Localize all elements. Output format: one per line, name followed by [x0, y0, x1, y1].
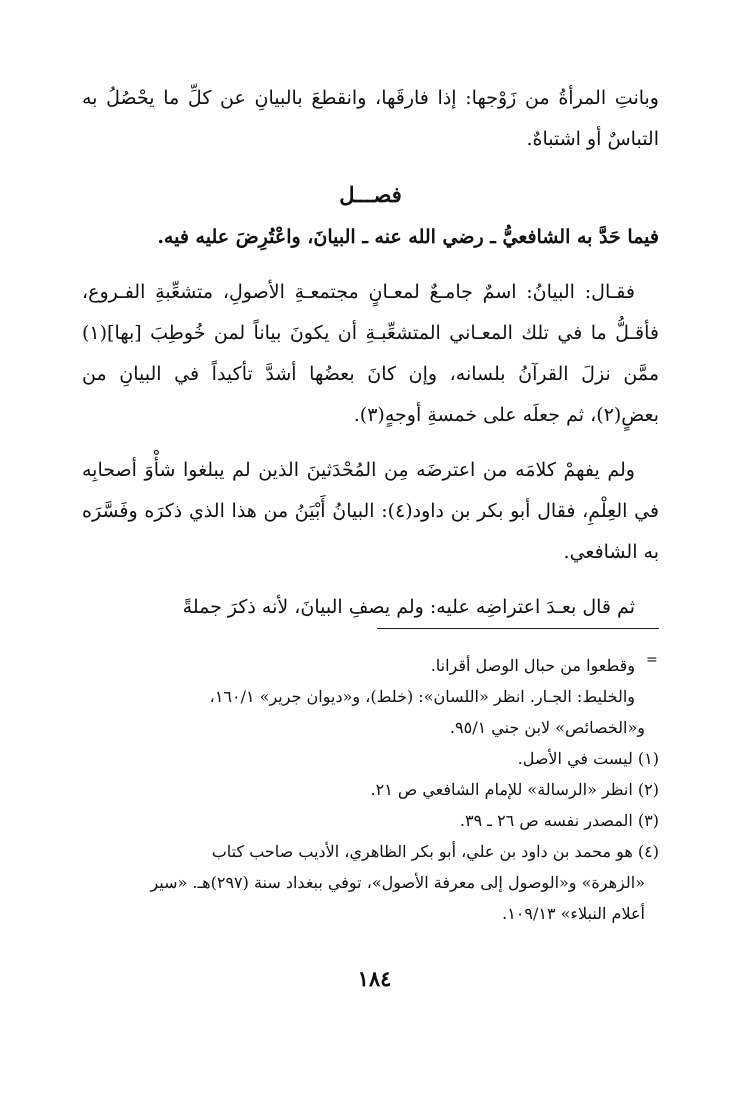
footnote-khalil-line1: والخليط: الجـار. انظر «اللسان»: (خلط)، و«ديوان جرير» ١٦٠/١، — [209, 687, 635, 706]
footnote-3: (٣) المصدر نفسه ص ٢٦ ـ ٣٩. — [459, 811, 659, 830]
footnotes — [82, 650, 659, 929]
footnote-1: (١) ليست في الأصل. — [517, 749, 659, 768]
footnote-2: (٢) انظر «الرسالة» للإمام الشافعي ص ٢١. — [370, 780, 659, 799]
footnote-divider — [377, 628, 659, 629]
footnote-4-line3: أعلام النبلاء» ١٠٩/١٣. — [502, 904, 645, 923]
continuation-mark: = — [646, 652, 658, 668]
footnote-4-line1: (٤) هو محمد بن داود بن علي، أبو بكر الظاهري، الأديب صاحب كتاب — [211, 842, 659, 861]
paragraph-continuation: ثم قال بعـدَ اعتراضِه عليه: ولم يصفِ البيانَ، لأنه ذكرَ جملةً — [182, 596, 635, 618]
page-number: ١٨٤ — [357, 966, 392, 991]
footnote-4-line2: «الزهرة» و«الوصول إلى معرفة الأصول»، توفي ببغداد سنة (٢٩٧)هـ. «سير — [150, 873, 645, 892]
footnote-khalil-line2: و«الخصائص» لابن جني ٩٥/١. — [449, 718, 645, 737]
main-text — [82, 78, 659, 642]
section-heading: فصـــل — [339, 182, 402, 207]
paragraph-objection: ولم يفهمْ كلامَه من اعترضَه مِن المُحْدَثينَ الذين لم يبلغوا شأْوَ أصحابِه في العِلْمِ، فقال أبو بكر بن داود(٤): البيانُ أَبْيَنُ من هذا الذي ذكرَه وفَسَّرَه به الشافعي. — [82, 459, 659, 563]
paragraph-shafii-definition: فقـال: البيانُ: اسمٌ جامـعٌ لمعـانٍ مجتمعـةِ الأصولِ، متشعِّبةِ الفـروع، فأقـلُّ ما في تلك المعـاني المتشعِّبـةِ أن يكونَ بياناً لمن خُوطِبَ [بها](١) ممَّن نزلَ القرآنُ بلسانه، وإن كانَ بعضُها أشدَّ تأكيداً في البيانِ من بعضٍ(٢)، ثم جعلَه على خمسةِ أوجهٍ(٣). — [82, 281, 659, 426]
section-subheading: فيما حَدَّ به الشافعيُّ ـ رضي الله عنه ـ البيانَ، واعْتُرِضَ عليه فيه. — [157, 226, 659, 248]
footnote-verse: وقطعوا من حبال الوصل أقرانا. — [430, 656, 635, 675]
paragraph-bayan-definition: وبانتِ المرأةُ من زَوْجها: إذا فارقَها، وانقطعَ بالبيانِ عن كلِّ ما يحْصُلُ به التباسٌ أو اشتباهٌ. — [82, 87, 659, 150]
